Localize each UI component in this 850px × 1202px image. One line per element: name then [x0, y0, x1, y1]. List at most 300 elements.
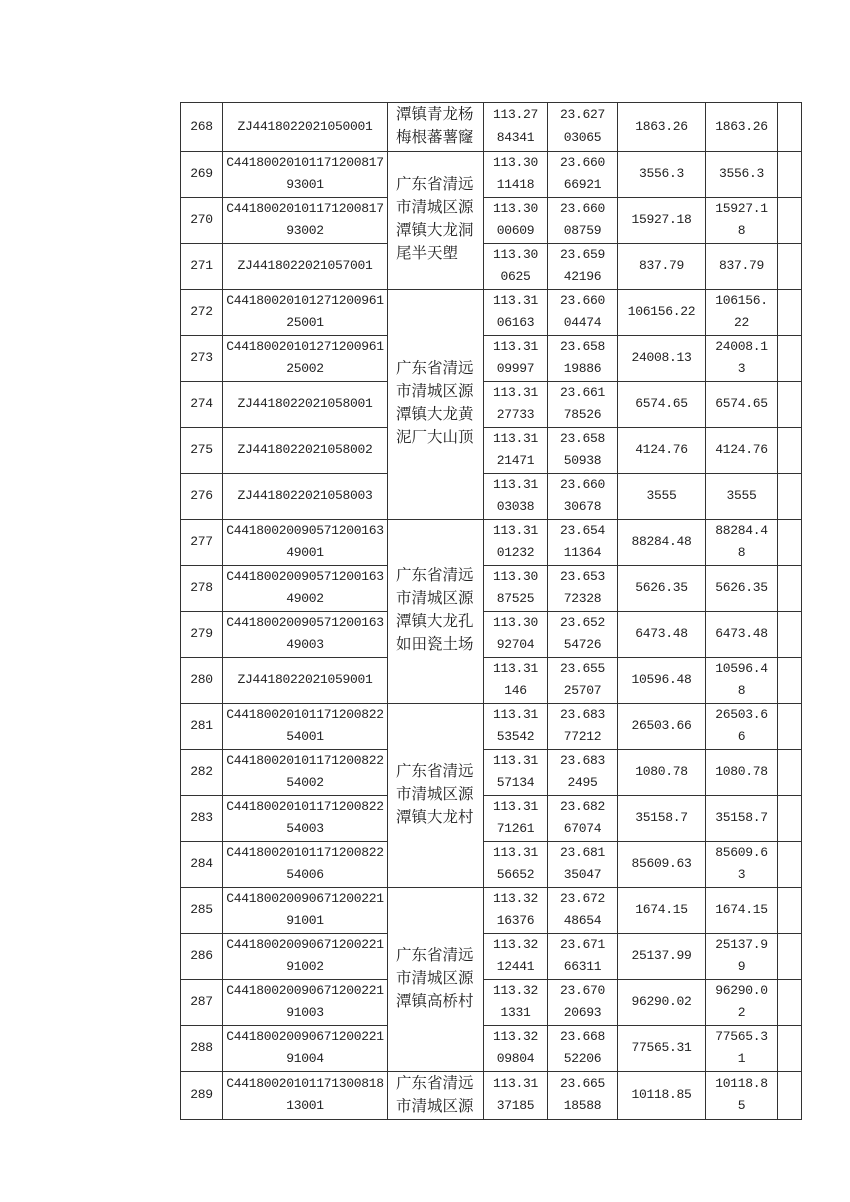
longitude: 113.2784341 [492, 107, 538, 145]
area-cell [618, 289, 706, 335]
area: 5626.35 [635, 579, 688, 595]
area-confirmed: 10596.48 [715, 660, 768, 698]
longitude-cell [484, 427, 548, 473]
row-number: 273 [190, 349, 213, 365]
remark-cell [778, 841, 802, 887]
area-cell [618, 887, 706, 933]
longitude-cell [484, 243, 548, 289]
area-confirmed: 1080.78 [715, 763, 768, 779]
latitude: 23.68267074 [559, 798, 605, 836]
area-confirmed: 85609.63 [715, 844, 768, 882]
longitude-cell [484, 841, 548, 887]
latitude-cell [548, 1071, 618, 1120]
location-cell [388, 289, 484, 519]
row-number: 288 [190, 1039, 213, 1055]
row-number: 274 [190, 395, 213, 411]
area: 837.79 [638, 257, 684, 273]
row-number-cell [181, 933, 223, 979]
table-row [181, 749, 802, 795]
area: 25137.99 [631, 947, 692, 963]
row-number: 272 [190, 303, 213, 319]
location: 广东省清远市清城区源潭镇大龙洞尾半天塱 [395, 176, 474, 263]
parcel-code: C4418002009057120016349001 [226, 522, 384, 560]
latitude-cell [548, 243, 618, 289]
parcel-code-cell [223, 151, 388, 197]
area-confirmed: 3555 [726, 487, 757, 503]
area-cell [618, 103, 706, 152]
area-confirmed: 1674.15 [715, 901, 768, 917]
area-confirmed: 1863.26 [715, 118, 768, 134]
area-confirmed-cell [706, 1071, 778, 1120]
parcel-code-cell [223, 749, 388, 795]
row-number-cell [181, 197, 223, 243]
longitude-cell [484, 1025, 548, 1071]
row-number-cell [181, 427, 223, 473]
row-number: 277 [190, 533, 213, 549]
area-confirmed: 15927.18 [715, 200, 768, 238]
area-confirmed: 5626.35 [715, 579, 768, 595]
parcel-code: C4418002010117120082254006 [226, 844, 384, 882]
area-confirmed-cell [706, 519, 778, 565]
parcel-code-cell [223, 197, 388, 243]
area: 6574.65 [635, 395, 688, 411]
latitude-cell [548, 611, 618, 657]
latitude-cell [548, 427, 618, 473]
area-cell [618, 519, 706, 565]
latitude: 23.66004474 [559, 292, 605, 330]
area: 26503.66 [631, 717, 692, 733]
longitude-cell [484, 335, 548, 381]
latitude-cell [548, 381, 618, 427]
parcel-code: C4418002009067120022191001 [226, 890, 384, 928]
longitude-cell [484, 979, 548, 1025]
location-cell [388, 103, 484, 152]
parcel-code: C4418002010117130081813001 [226, 1075, 384, 1114]
remark-cell [778, 335, 802, 381]
table-row [181, 1025, 802, 1071]
area-confirmed: 10118.85 [715, 1075, 768, 1114]
longitude: 113.3000609 [492, 200, 538, 238]
row-number: 284 [190, 855, 213, 871]
remark-cell [778, 197, 802, 243]
parcel-code: C4418002010127120096125001 [226, 292, 384, 330]
location-cell [388, 151, 484, 289]
remark-cell [778, 979, 802, 1025]
parcel-code-cell [223, 1025, 388, 1071]
area-confirmed-cell [706, 103, 778, 152]
latitude-cell [548, 565, 618, 611]
latitude: 23.68377212 [559, 706, 605, 744]
latitude-cell [548, 151, 618, 197]
location: 潭镇青龙杨梅根蕃薯窿 [395, 106, 474, 146]
table-row [181, 197, 802, 243]
location-cell [388, 1071, 484, 1120]
parcel-code: C4418002009067120022191002 [226, 936, 384, 974]
longitude-cell [484, 933, 548, 979]
latitude-cell [548, 289, 618, 335]
longitude-cell [484, 749, 548, 795]
longitude-cell [484, 289, 548, 335]
area-confirmed: 3556.3 [718, 165, 764, 181]
parcel-code-cell [223, 703, 388, 749]
area-confirmed-cell [706, 795, 778, 841]
latitude-cell [548, 979, 618, 1025]
longitude: 113.3121471 [492, 430, 538, 468]
latitude: 23.65372328 [559, 568, 605, 606]
longitude-cell [484, 657, 548, 703]
table-row [181, 519, 802, 565]
area-confirmed-cell [706, 979, 778, 1025]
latitude: 23.65411364 [559, 522, 605, 560]
location-cell [388, 703, 484, 887]
area-confirmed: 24008.13 [715, 338, 768, 376]
latitude: 23.67166311 [559, 936, 605, 974]
row-number: 271 [190, 257, 213, 273]
area-confirmed-cell [706, 1025, 778, 1071]
area-cell [618, 657, 706, 703]
latitude-cell [548, 519, 618, 565]
parcel-code: C4418002009057120016349002 [226, 568, 384, 606]
longitude-cell [484, 703, 548, 749]
table-row [181, 611, 802, 657]
longitude: 113.3103038 [492, 476, 538, 514]
area-confirmed: 6574.65 [715, 395, 768, 411]
remark-cell [778, 887, 802, 933]
row-number: 268 [190, 118, 213, 134]
area: 3555 [646, 487, 677, 503]
row-number: 279 [190, 625, 213, 641]
longitude-cell [484, 565, 548, 611]
remark-cell [778, 381, 802, 427]
remark-cell [778, 427, 802, 473]
latitude: 23.65850938 [559, 430, 605, 468]
area-confirmed-cell [706, 197, 778, 243]
longitude-cell [484, 795, 548, 841]
area: 106156.22 [627, 303, 696, 319]
row-number-cell [181, 703, 223, 749]
area-confirmed-cell [706, 335, 778, 381]
latitude: 23.66518588 [559, 1075, 605, 1114]
area: 77565.31 [631, 1039, 692, 1055]
row-number-cell [181, 151, 223, 197]
area-confirmed-cell [706, 657, 778, 703]
remark-cell [778, 289, 802, 335]
parcel-code: C4418002010117120081793001 [226, 154, 384, 192]
area-confirmed: 35158.7 [715, 809, 768, 825]
latitude: 23.6832495 [559, 752, 605, 790]
area-cell [618, 1071, 706, 1120]
row-number: 275 [190, 441, 213, 457]
longitude-cell [484, 519, 548, 565]
area-confirmed-cell [706, 473, 778, 519]
area-confirmed-cell [706, 381, 778, 427]
table-row [181, 841, 802, 887]
table-row [181, 335, 802, 381]
parcel-code-cell [223, 657, 388, 703]
remark-cell [778, 519, 802, 565]
latitude: 23.65525707 [559, 660, 605, 698]
row-number-cell [181, 519, 223, 565]
latitude-cell [548, 335, 618, 381]
row-number-cell [181, 381, 223, 427]
row-number: 281 [190, 717, 213, 733]
longitude: 113.3109997 [492, 338, 538, 376]
row-number-cell [181, 841, 223, 887]
latitude: 23.67020693 [559, 982, 605, 1020]
area-confirmed: 4124.76 [715, 441, 768, 457]
row-number-cell [181, 243, 223, 289]
remark-cell [778, 103, 802, 152]
parcel-code: C4418002009067120022191004 [226, 1028, 384, 1066]
row-number-cell [181, 749, 223, 795]
longitude: 113.3011418 [492, 154, 538, 192]
remark-cell [778, 1025, 802, 1071]
table-row [181, 703, 802, 749]
longitude: 113.31146 [492, 660, 538, 698]
latitude: 23.65819886 [559, 338, 605, 376]
area: 96290.02 [631, 993, 692, 1009]
row-number-cell [181, 611, 223, 657]
row-number-cell [181, 657, 223, 703]
row-number: 269 [190, 165, 213, 181]
latitude: 23.66030678 [559, 476, 605, 514]
parcel-code: C4418002009067120022191003 [226, 982, 384, 1020]
row-number-cell [181, 103, 223, 152]
area-confirmed: 88284.48 [715, 522, 768, 560]
parcel-code: C4418002010117120082254002 [226, 752, 384, 790]
latitude-cell [548, 657, 618, 703]
row-number-cell [181, 289, 223, 335]
area-cell [618, 841, 706, 887]
latitude-cell [548, 473, 618, 519]
latitude: 23.67248654 [559, 890, 605, 928]
area: 24008.13 [631, 349, 692, 365]
area-confirmed-cell [706, 151, 778, 197]
area-confirmed-cell [706, 565, 778, 611]
remark-cell [778, 565, 802, 611]
area-confirmed-cell [706, 289, 778, 335]
latitude: 23.66066921 [559, 154, 605, 192]
area-confirmed-cell [706, 703, 778, 749]
row-number: 285 [190, 901, 213, 917]
area: 3556.3 [638, 165, 684, 181]
longitude-cell [484, 381, 548, 427]
table-body [181, 103, 802, 1120]
area-confirmed: 77565.31 [715, 1028, 768, 1066]
parcel-code-cell [223, 427, 388, 473]
row-number-cell [181, 795, 223, 841]
row-number-cell [181, 1071, 223, 1120]
row-number-cell [181, 979, 223, 1025]
remark-cell [778, 933, 802, 979]
area-cell [618, 933, 706, 979]
location: 广东省清远市清城区源潭镇大龙村 [395, 762, 474, 826]
parcel-code-cell [223, 243, 388, 289]
area: 88284.48 [631, 533, 692, 549]
longitude: 113.3087525 [492, 568, 538, 606]
parcel-code: ZJ4418022021058002 [237, 441, 373, 457]
location-cell [388, 519, 484, 703]
latitude-cell [548, 795, 618, 841]
location: 广东省清远市清城区源 [395, 1074, 474, 1115]
row-number-cell [181, 473, 223, 519]
table-row [181, 979, 802, 1025]
latitude-cell [548, 933, 618, 979]
longitude: 113.3156652 [492, 844, 538, 882]
remark-cell [778, 749, 802, 795]
location: 广东省清远市清城区源潭镇高桥村 [395, 946, 474, 1010]
parcel-code: C4418002010117120082254001 [226, 706, 384, 744]
table-row [181, 657, 802, 703]
longitude: 113.3092704 [492, 614, 538, 652]
location: 广东省清远市清城区源潭镇大龙黄泥厂大山顶 [395, 360, 474, 447]
table-row [181, 151, 802, 197]
parcel-code: ZJ4418022021057001 [237, 257, 373, 273]
area-cell [618, 427, 706, 473]
parcel-code-cell [223, 103, 388, 152]
longitude-cell [484, 473, 548, 519]
area: 35158.7 [635, 809, 688, 825]
area-cell [618, 795, 706, 841]
table-row [181, 381, 802, 427]
row-number: 287 [190, 993, 213, 1009]
parcel-code-cell [223, 519, 388, 565]
latitude: 23.68135047 [559, 844, 605, 882]
area-cell [618, 335, 706, 381]
area-cell [618, 381, 706, 427]
area-confirmed-cell [706, 611, 778, 657]
row-number-cell [181, 565, 223, 611]
parcel-code-cell [223, 473, 388, 519]
longitude: 113.3127733 [492, 384, 538, 422]
parcel-code-cell [223, 979, 388, 1025]
area: 10596.48 [631, 671, 692, 687]
area-confirmed-cell [706, 933, 778, 979]
parcel-code-cell [223, 289, 388, 335]
latitude: 23.66008759 [559, 200, 605, 238]
remark-cell [778, 243, 802, 289]
table-row [181, 427, 802, 473]
area-confirmed: 106156.22 [715, 292, 768, 330]
table-row [181, 1071, 802, 1120]
row-number-cell [181, 335, 223, 381]
row-number: 270 [190, 211, 213, 227]
remark-cell [778, 151, 802, 197]
longitude: 113.3209804 [492, 1028, 538, 1066]
parcel-code-cell [223, 1071, 388, 1120]
remark-cell [778, 611, 802, 657]
table-row [181, 565, 802, 611]
latitude-cell [548, 103, 618, 152]
area-confirmed: 26503.66 [715, 706, 768, 744]
row-number: 282 [190, 763, 213, 779]
longitude-cell [484, 1071, 548, 1120]
table-row [181, 473, 802, 519]
row-number-cell [181, 887, 223, 933]
area-cell [618, 243, 706, 289]
area-cell [618, 151, 706, 197]
parcel-code: C4418002009057120016349003 [226, 614, 384, 652]
area-confirmed: 96290.02 [715, 982, 768, 1020]
area: 4124.76 [635, 441, 688, 457]
table-row [181, 103, 802, 152]
area-confirmed: 837.79 [718, 257, 764, 273]
latitude-cell [548, 841, 618, 887]
table-row [181, 243, 802, 289]
area-confirmed: 6473.48 [715, 625, 768, 641]
latitude-cell [548, 197, 618, 243]
longitude: 113.3101232 [492, 522, 538, 560]
land-parcel-table [180, 102, 802, 1120]
longitude: 113.3216376 [492, 890, 538, 928]
parcel-code: ZJ4418022021058001 [237, 395, 373, 411]
area-cell [618, 197, 706, 243]
table-row [181, 887, 802, 933]
area: 85609.63 [631, 855, 692, 871]
longitude: 113.3212441 [492, 936, 538, 974]
row-number: 289 [190, 1087, 213, 1102]
location: 广东省清远市清城区源潭镇大龙孔如田瓷土场 [395, 567, 474, 654]
parcel-code-cell [223, 381, 388, 427]
latitude-cell [548, 703, 618, 749]
parcel-code-cell [223, 887, 388, 933]
parcel-code-cell [223, 795, 388, 841]
area-cell [618, 473, 706, 519]
parcel-code-cell [223, 565, 388, 611]
latitude-cell [548, 1025, 618, 1071]
area-cell [618, 979, 706, 1025]
remark-cell [778, 795, 802, 841]
latitude-cell [548, 749, 618, 795]
longitude: 113.3106163 [492, 292, 538, 330]
latitude-cell [548, 887, 618, 933]
row-number: 280 [190, 671, 213, 687]
latitude: 23.66178526 [559, 384, 605, 422]
parcel-code: C4418002010117120082254003 [226, 798, 384, 836]
row-number-cell [181, 1025, 223, 1071]
parcel-code-cell [223, 933, 388, 979]
longitude-cell [484, 611, 548, 657]
remark-cell [778, 473, 802, 519]
remark-cell [778, 1071, 802, 1120]
longitude: 113.3153542 [492, 706, 538, 744]
area-cell [618, 703, 706, 749]
area: 1863.26 [635, 118, 688, 134]
row-number: 283 [190, 809, 213, 825]
area: 10118.85 [631, 1087, 692, 1102]
longitude: 113.3157134 [492, 752, 538, 790]
table-row [181, 933, 802, 979]
longitude: 113.321331 [492, 982, 538, 1020]
parcel-code: C4418002010127120096125002 [226, 338, 384, 376]
area: 1674.15 [635, 901, 688, 917]
parcel-code: C4418002010117120081793002 [226, 200, 384, 238]
longitude: 113.300625 [492, 246, 538, 284]
row-number: 286 [190, 947, 213, 963]
parcel-code: ZJ4418022021058003 [237, 487, 373, 503]
area-confirmed-cell [706, 243, 778, 289]
area-confirmed: 25137.99 [715, 936, 768, 974]
location-cell [388, 887, 484, 1071]
area: 1080.78 [635, 763, 688, 779]
latitude: 23.65942196 [559, 246, 605, 284]
latitude: 23.66852206 [559, 1028, 605, 1066]
parcel-code-cell [223, 611, 388, 657]
latitude: 23.65254726 [559, 614, 605, 652]
remark-cell [778, 703, 802, 749]
longitude-cell [484, 103, 548, 152]
table-row [181, 795, 802, 841]
